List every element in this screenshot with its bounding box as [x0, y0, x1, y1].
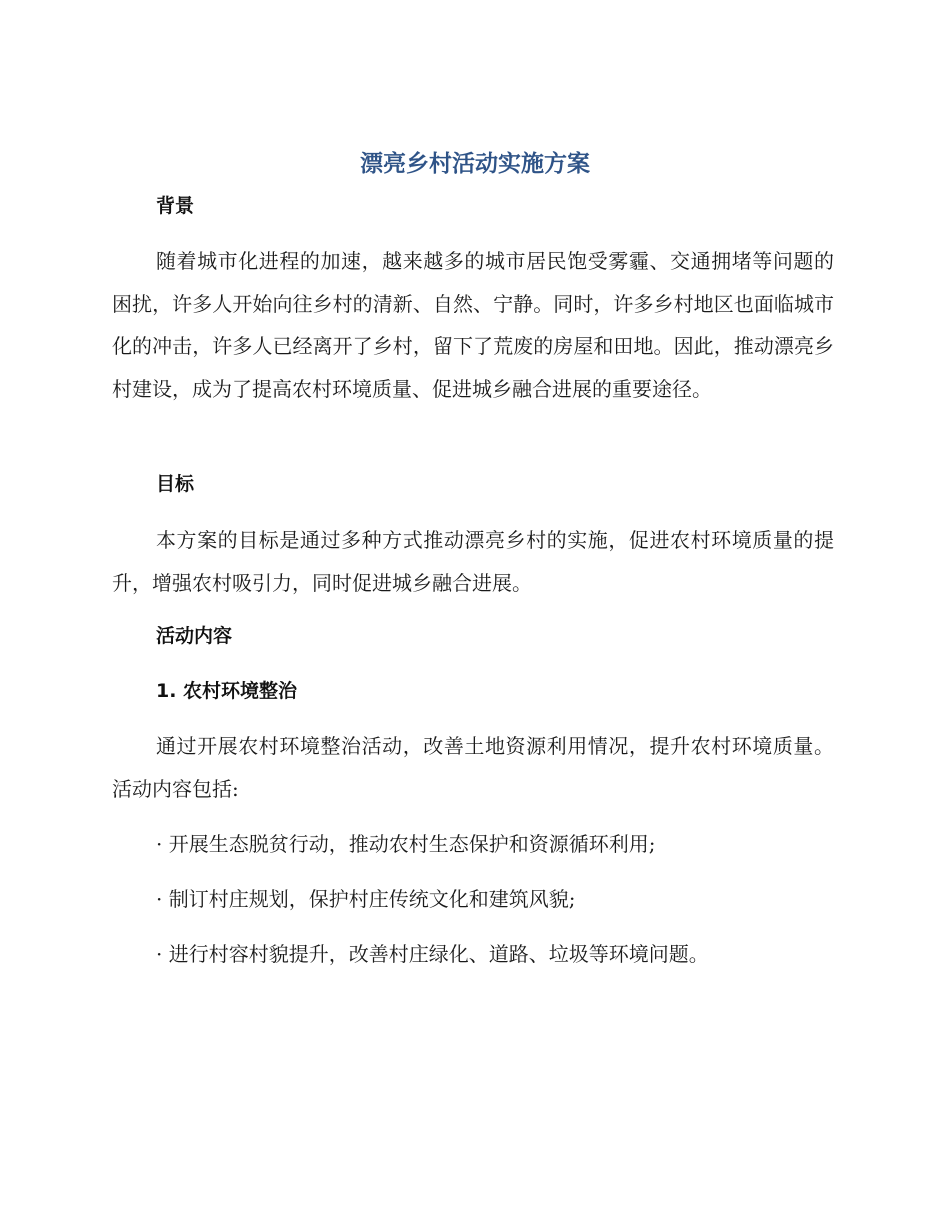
- list-item: · 开展生态脱贫行动，推动农村生态保护和资源循环利用;: [156, 832, 656, 856]
- heading-background: 背景: [156, 195, 195, 217]
- list-item: · 进行村容村貌提升，改善村庄绿化、道路、垃圾等环境问题。: [156, 942, 709, 966]
- heading-goal: 目标: [156, 473, 195, 495]
- list-item: · 制订村庄规划，保护村庄传统文化和建筑风貌;: [156, 887, 576, 911]
- heading-activities: 活动内容: [156, 625, 233, 647]
- paragraph-rural-environment: 通过开展农村环境整治活动，改善土地资源利用情况，提升农村环境质量。活动内容包括:: [112, 734, 834, 801]
- heading-rural-environment: 1. 农村环境整治: [156, 680, 298, 702]
- paragraph-goal: 本方案的目标是通过多种方式推动漂亮乡村的实施，促进农村环境质量的提升，增强农村吸引力，同时促进城乡融合进展。: [112, 528, 834, 595]
- paragraph-background: 随着城市化进程的加速，越来越多的城市居民饱受雾霾、交通拥堵等问题的困扰，许多人开始向往乡村的清新、自然、宁静。同时，许多乡村地区也面临城市化的冲击，许多人已经离开了乡村，留下了荒废的房屋和田地。因此，推动漂亮乡村建设，成为了提高农村环境质量、促进城乡融合进展的重要途径。: [112, 249, 834, 401]
- document-title: 漂亮乡村活动实施方案: [360, 151, 590, 177]
